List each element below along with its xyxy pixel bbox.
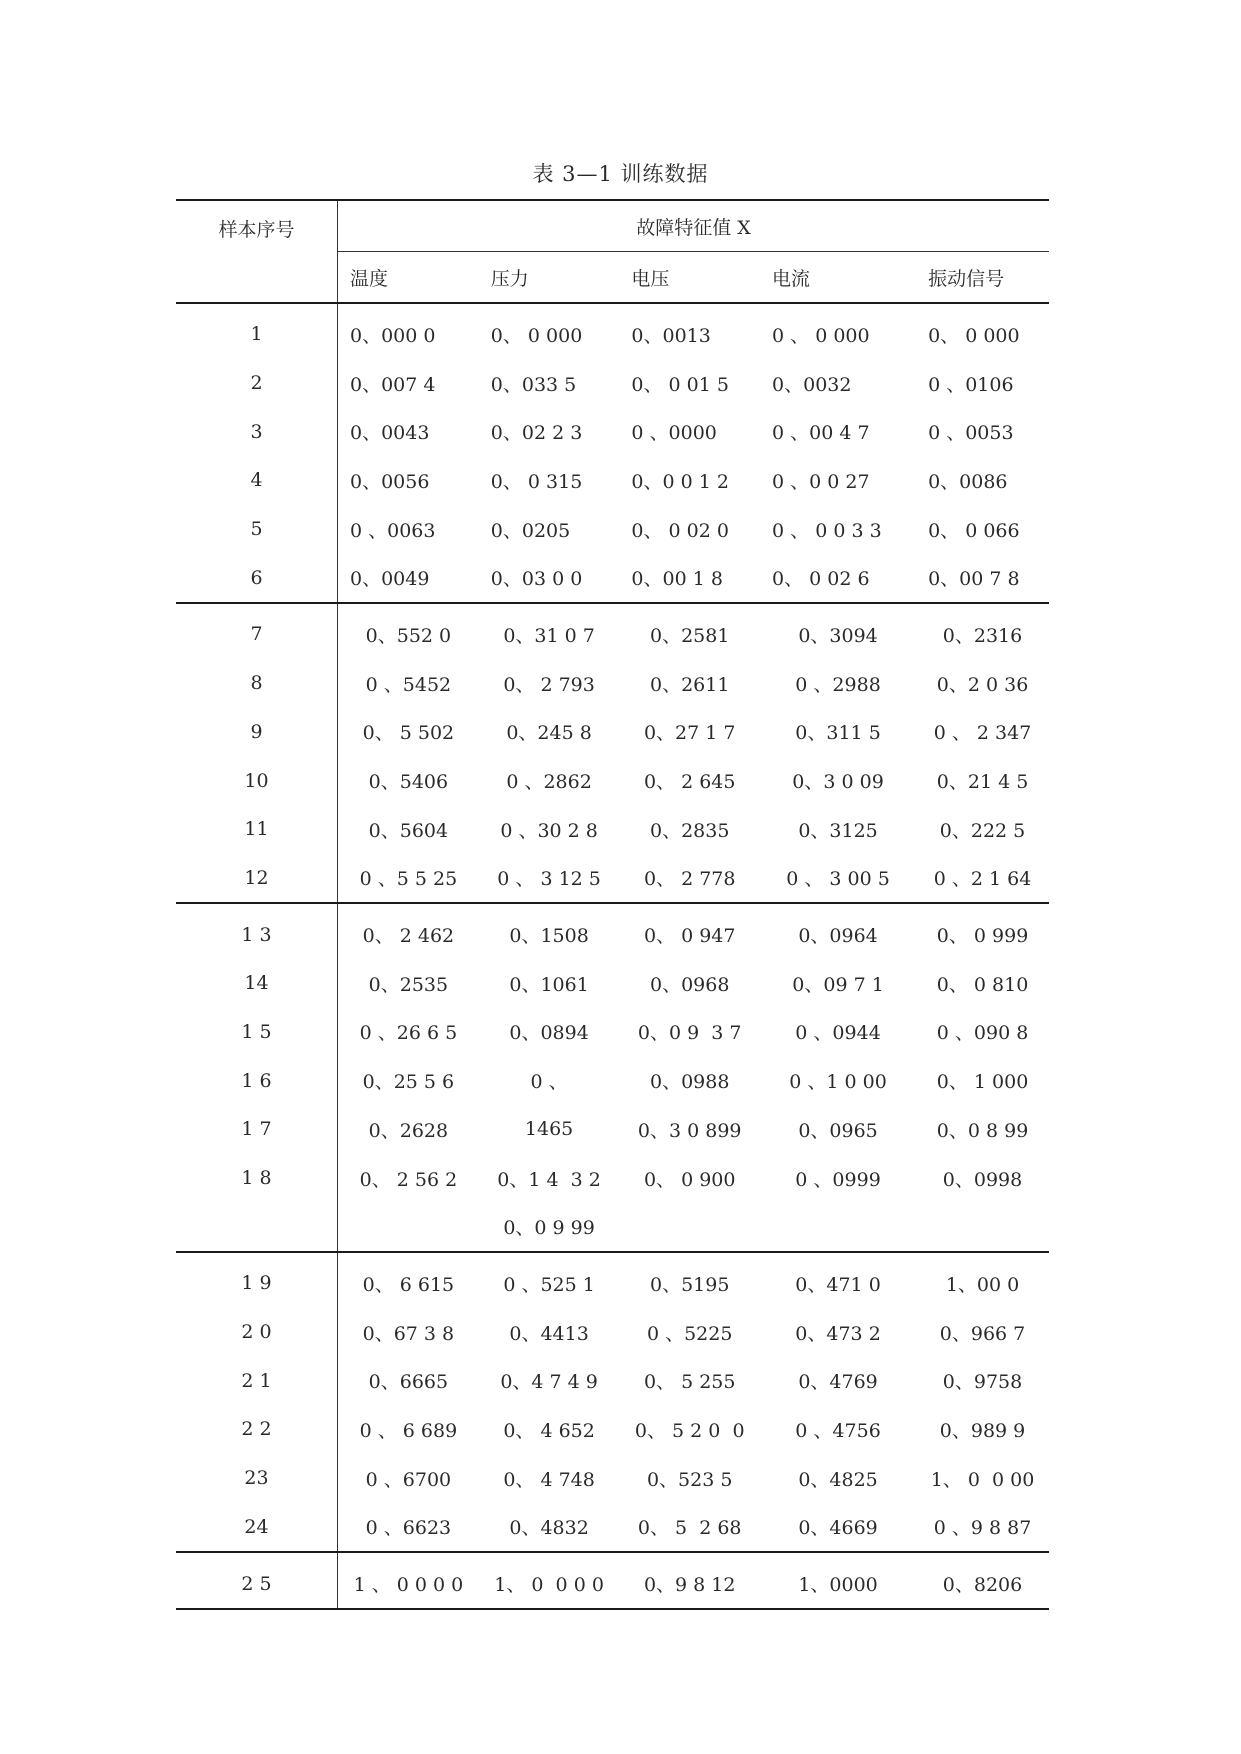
- pressure-cell: 0 、: [530, 1071, 568, 1094]
- pressure-cell: 0、4 7 4 9: [500, 1371, 598, 1394]
- voltage-cell: 0 、5225: [646, 1322, 733, 1345]
- current-cell: 0、4825: [798, 1468, 878, 1491]
- vibration-cell: 0 、 2 347: [933, 722, 1032, 745]
- voltage-cell: 0、 5 2 68: [619, 1503, 760, 1553]
- temperature-cell: 0、5604: [368, 819, 449, 842]
- current-cell: 0、4769: [798, 1371, 878, 1394]
- temperature-cell: 0、67 3 8: [362, 1322, 455, 1345]
- pressure-cell: 0、1 4 3 2: [497, 1168, 601, 1191]
- header-temperature: 温度: [338, 252, 479, 304]
- sample-index-cell: 1 8: [176, 1154, 338, 1203]
- sample-index-cell: 10: [176, 756, 338, 805]
- temperature-cell: 0、25 5 6: [362, 1071, 455, 1094]
- temperature-cell: 0 、 6 689: [359, 1419, 458, 1442]
- temperature-cell: 0、6665: [368, 1371, 449, 1394]
- voltage-cell: 0、00 1 8: [619, 553, 760, 603]
- vibration-cell: 0、0086: [928, 470, 1008, 493]
- sample-index-cell: 5: [176, 505, 338, 554]
- temperature-cell: 0、 2 56 2: [359, 1168, 458, 1191]
- voltage-cell: 0、 5 255: [643, 1371, 736, 1394]
- temperature-cell: 0、5406: [368, 771, 449, 794]
- vibration-cell: 0、0 8 99: [936, 1119, 1029, 1142]
- sample-index-cell: 9: [176, 708, 338, 757]
- temperature-cell: 0 、0063: [350, 519, 436, 542]
- temperature-cell: 0 、6700: [365, 1468, 452, 1491]
- table-row: [176, 407, 1049, 456]
- voltage-cell: 0、27 1 7: [643, 722, 736, 745]
- table-row: [176, 854, 1049, 904]
- sample-index-cell: 24: [176, 1503, 338, 1553]
- table-body: [176, 303, 1049, 1609]
- pressure-cell: 0、245 8: [506, 722, 592, 745]
- pressure-cell: 0、31 0 7: [503, 624, 595, 647]
- voltage-cell: 0、2611: [649, 673, 730, 696]
- current-cell: 0 、00 4 7: [772, 422, 870, 445]
- pressure-cell: 0 、2862: [506, 771, 592, 794]
- current-cell: 0、09 7 1: [792, 973, 884, 996]
- voltage-cell: 0、2581: [649, 624, 730, 647]
- vibration-cell: 0、2 0 36: [936, 673, 1029, 696]
- table-row: [176, 1356, 1049, 1405]
- temperature-cell: 0、 2 462: [362, 925, 455, 948]
- table-row: [176, 708, 1049, 757]
- table-row: [176, 1202, 1049, 1252]
- table-row: [176, 1056, 1049, 1105]
- voltage-cell: 0、5195: [649, 1273, 730, 1296]
- sample-index-cell: [176, 1202, 338, 1252]
- voltage-cell: 0、3 0 899: [637, 1119, 742, 1142]
- voltage-cell: 0、 0 947: [643, 925, 736, 948]
- current-cell: 0、4669: [760, 1503, 916, 1553]
- temperature-cell: 0、007 4: [350, 373, 436, 396]
- current-cell: 0 、0 0 27: [772, 470, 870, 493]
- sample-index-cell: 6: [176, 553, 338, 603]
- temperature-cell: 0 、6623: [338, 1503, 479, 1553]
- vibration-cell: [916, 1202, 1049, 1252]
- vibration-cell: 0、 0 810: [936, 973, 1029, 996]
- pressure-cell: 0、 4 748: [503, 1468, 595, 1491]
- table-row: [176, 1154, 1049, 1203]
- temperature-cell: [338, 1202, 479, 1252]
- pressure-cell: 0、4832: [479, 1503, 620, 1553]
- sample-index-cell: 1 7: [176, 1105, 338, 1154]
- vibration-cell: 0、0998: [942, 1168, 1023, 1191]
- vibration-cell: 0、 1 000: [936, 1071, 1029, 1094]
- voltage-cell: 0、0013: [631, 324, 711, 347]
- table-row: [176, 553, 1049, 603]
- vibration-cell: 1、00 0: [945, 1273, 1020, 1296]
- voltage-cell: 0、0988: [649, 1071, 730, 1094]
- current-cell: 0 、 3 00 5: [760, 854, 916, 904]
- pressure-cell: 0、02 2 3: [490, 422, 583, 445]
- current-cell: 0 、0999: [795, 1168, 881, 1191]
- vibration-cell: 0、00 7 8: [916, 553, 1049, 603]
- vibration-cell: 0 、2 1 64: [916, 854, 1049, 904]
- table-row: [176, 1503, 1049, 1553]
- pressure-cell: 0、 2 793: [503, 673, 595, 696]
- sample-index-cell: 1 9: [176, 1252, 338, 1308]
- voltage-cell: 0、2835: [649, 819, 730, 842]
- vibration-cell: 0、2316: [942, 624, 1023, 647]
- temperature-cell: 0、0056: [350, 470, 430, 493]
- current-cell: 0 、1 0 00: [789, 1071, 887, 1094]
- pressure-cell: 0、 0 000: [490, 324, 583, 347]
- temperature-cell: 0、 5 502: [362, 722, 455, 745]
- voltage-cell: 0、 2 645: [643, 771, 736, 794]
- pressure-cell: 0 、525 1: [503, 1273, 595, 1296]
- header-vibration: 振动信号: [916, 252, 1049, 304]
- vibration-cell: 0、9758: [942, 1371, 1023, 1394]
- sample-index-cell: 23: [176, 1454, 338, 1503]
- vibration-cell: 0、 0 999: [936, 925, 1029, 948]
- sample-index-cell: 7: [176, 603, 338, 659]
- table-row: [176, 1252, 1049, 1308]
- sample-index-cell: 2 5: [176, 1552, 338, 1609]
- training-data-table: [176, 199, 1049, 1610]
- temperature-cell: 1 、 0 0 0 0: [338, 1552, 479, 1609]
- pressure-cell: 0、0205: [490, 519, 571, 542]
- voltage-cell: 0、0968: [649, 973, 730, 996]
- current-cell: 0、471 0: [795, 1273, 881, 1296]
- pressure-cell: 0、4413: [509, 1322, 589, 1345]
- vibration-cell: 0 、090 8: [936, 1022, 1029, 1045]
- temperature-cell: 0、0043: [350, 422, 430, 445]
- voltage-cell: 0、0 0 1 2: [631, 470, 729, 493]
- pressure-cell: 0、033 5: [490, 373, 577, 396]
- vibration-cell: 0、 0 000: [928, 324, 1020, 347]
- vibration-cell: 0 、0053: [928, 422, 1014, 445]
- temperature-cell: 0、 6 615: [362, 1273, 455, 1296]
- pressure-cell: 0、03 0 0: [479, 553, 620, 603]
- temperature-cell: 0、0049: [338, 553, 479, 603]
- table-row: [176, 359, 1049, 408]
- table-row: [176, 1008, 1049, 1057]
- current-cell: 0、473 2: [795, 1322, 881, 1345]
- current-cell: 0、311 5: [795, 722, 881, 745]
- sample-index-cell: 1 3: [176, 903, 338, 959]
- current-cell: 0、 0 02 6: [760, 553, 916, 603]
- temperature-cell: 0、552 0: [365, 624, 452, 647]
- table-row: [176, 659, 1049, 708]
- voltage-cell: 0、 0 900: [643, 1168, 736, 1191]
- table-row: [176, 1308, 1049, 1357]
- header-feature-group: 故障特征值 X: [338, 200, 1050, 252]
- table-row: [176, 603, 1049, 659]
- sample-index-cell: 2: [176, 359, 338, 408]
- voltage-cell: 0、 0 01 5: [631, 373, 729, 396]
- table-row: [176, 903, 1049, 959]
- table-row: [176, 303, 1049, 359]
- voltage-cell: 0、9 8 12: [619, 1552, 760, 1609]
- vibration-cell: 0 、0106: [928, 373, 1014, 396]
- current-cell: 0、3 0 09: [792, 771, 884, 794]
- temperature-cell: 0、2535: [368, 973, 449, 996]
- current-cell: 0 、4756: [795, 1419, 881, 1442]
- current-cell: 0、0964: [798, 925, 878, 948]
- temperature-cell: 0、000 0: [350, 324, 436, 347]
- pressure-cell: 0、1508: [509, 925, 589, 948]
- vibration-cell: 0、 0 066: [928, 519, 1020, 542]
- voltage-cell: 0、0 9 3 7: [637, 1022, 742, 1045]
- sample-index-cell: 2 0: [176, 1308, 338, 1357]
- table-row: [176, 456, 1049, 505]
- current-cell: 0、3094: [798, 624, 878, 647]
- sample-index-cell: 1 6: [176, 1056, 338, 1105]
- voltage-cell: 0、523 5: [646, 1468, 733, 1491]
- sample-index-cell: 1 5: [176, 1008, 338, 1057]
- current-cell: 0 、2988: [795, 673, 881, 696]
- temperature-cell: 0 、5 5 25: [338, 854, 479, 904]
- current-cell: 0 、0944: [795, 1022, 881, 1045]
- pressure-cell: 0、0894: [509, 1022, 589, 1045]
- temperature-cell: 0、2628: [368, 1119, 449, 1142]
- current-cell: 0、0965: [798, 1119, 878, 1142]
- current-cell: 1、0000: [760, 1552, 916, 1609]
- voltage-cell: 0、 0 02 0: [631, 519, 729, 542]
- table-row: [176, 959, 1049, 1008]
- sample-index-cell: 1: [176, 303, 338, 359]
- table-row: [176, 1105, 1049, 1154]
- header-pressure: 压力: [479, 252, 620, 304]
- current-cell: 0、0032: [772, 373, 852, 396]
- current-cell: 0、3125: [798, 819, 878, 842]
- vibration-cell: 0、222 5: [939, 819, 1026, 842]
- header-sample-no: 样本序号: [176, 200, 338, 303]
- table-row: [176, 756, 1049, 805]
- table-row: [176, 805, 1049, 854]
- current-cell: [760, 1202, 916, 1252]
- sample-index-cell: 3: [176, 407, 338, 456]
- header-current: 电流: [760, 252, 916, 304]
- pressure-cell: 0、1061: [509, 973, 589, 996]
- table-row: [176, 1552, 1049, 1609]
- vibration-cell: 1、 0 0 00: [930, 1468, 1035, 1491]
- table-caption: 表 3—1 训练数据: [532, 162, 709, 186]
- vibration-cell: 0、21 4 5: [936, 771, 1029, 794]
- sample-index-cell: 8: [176, 659, 338, 708]
- voltage-cell: 0、 2 778: [619, 854, 760, 904]
- pressure-cell: 1465: [524, 1118, 574, 1141]
- pressure-cell: 0 、 3 12 5: [479, 854, 620, 904]
- pressure-cell: 1、 0 0 0 0: [479, 1552, 620, 1609]
- vibration-cell: 0、989 9: [939, 1419, 1026, 1442]
- pressure-cell: 0、 0 315: [490, 470, 583, 493]
- voltage-cell: 0、 5 2 0 0: [634, 1419, 745, 1442]
- pressure-cell: 0、0 9 99: [479, 1202, 620, 1252]
- voltage-cell: [619, 1202, 760, 1252]
- vibration-cell: 0 、9 8 87: [916, 1503, 1049, 1553]
- vibration-cell: 0、8206: [916, 1552, 1049, 1609]
- vibration-cell: 0、966 7: [939, 1322, 1026, 1345]
- table-row: [176, 505, 1049, 554]
- sample-index-cell: 12: [176, 854, 338, 904]
- sample-index-cell: 2 1: [176, 1356, 338, 1405]
- table-row: [176, 1405, 1049, 1454]
- temperature-cell: 0 、5452: [365, 673, 452, 696]
- pressure-cell: 0 、30 2 8: [500, 819, 598, 842]
- table-row: [176, 1454, 1049, 1503]
- sample-index-cell: 11: [176, 805, 338, 854]
- current-cell: 0 、 0 000: [772, 324, 870, 347]
- temperature-cell: 0 、26 6 5: [359, 1022, 458, 1045]
- voltage-cell: 0 、0000: [631, 422, 717, 445]
- header-voltage: 电压: [619, 252, 760, 304]
- pressure-cell: 0、 4 652: [503, 1419, 595, 1442]
- sample-index-cell: 14: [176, 959, 338, 1008]
- current-cell: 0 、 0 0 3 3: [772, 519, 882, 542]
- sample-index-cell: 4: [176, 456, 338, 505]
- sample-index-cell: 2 2: [176, 1405, 338, 1454]
